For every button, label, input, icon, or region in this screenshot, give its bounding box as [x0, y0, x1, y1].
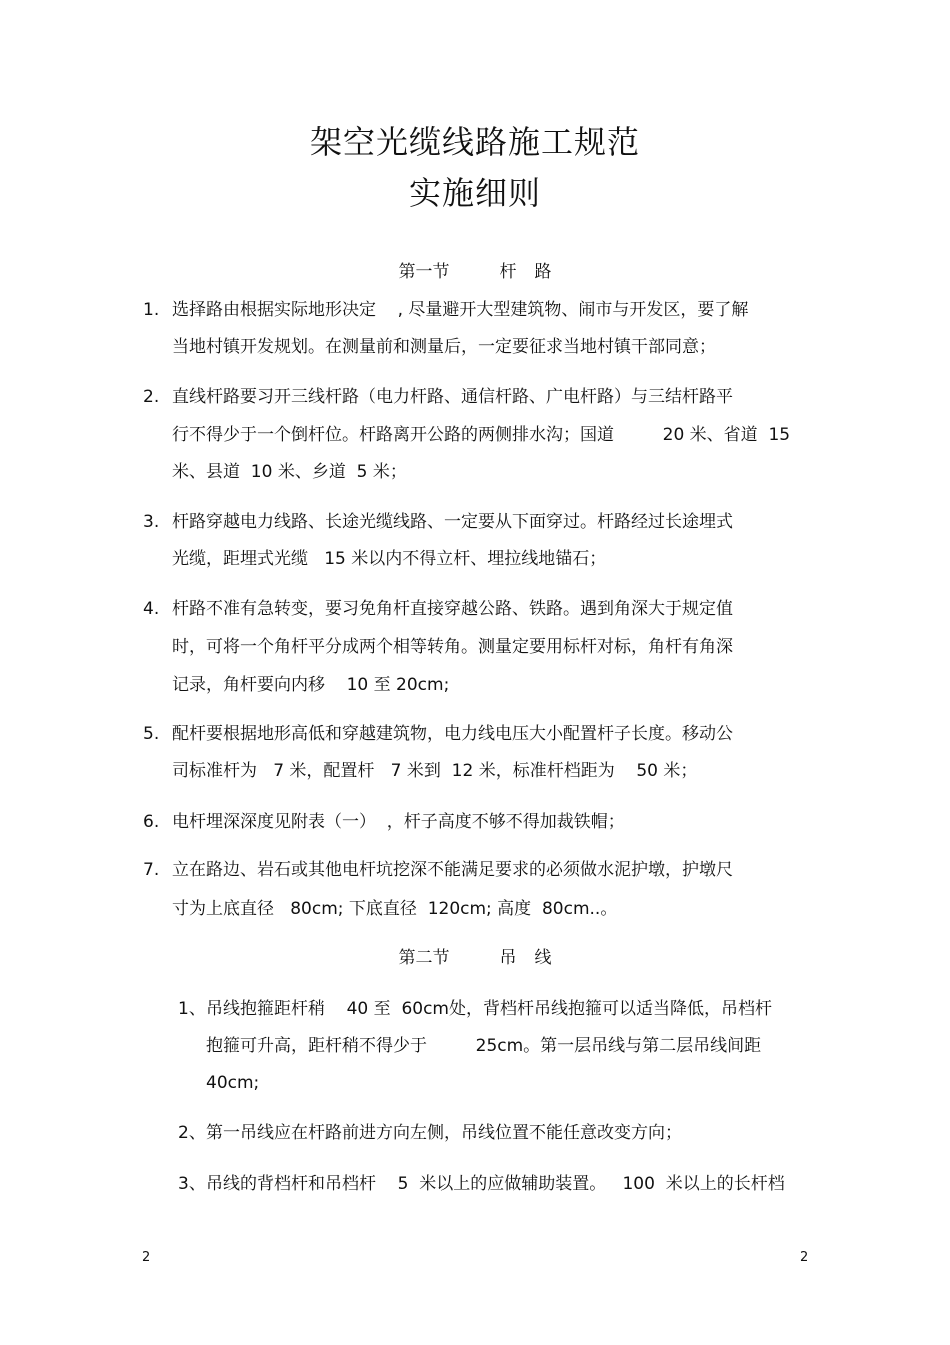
- document-title-line2: 实施细则: [408, 174, 541, 212]
- list-item-number: 6.: [143, 812, 160, 832]
- list-item-line: 40cm;: [206, 1073, 260, 1093]
- list-item-line: 杆路不准有急转变，要习免角杆直接穿越公路、铁路。遇到角深大于规定值: [172, 599, 733, 619]
- section2-name-a: 吊: [499, 948, 517, 968]
- list-item-number: 3.: [143, 512, 160, 532]
- section2-label: 第二节: [398, 948, 450, 968]
- list-item-line: 司标准杆为 7 米，配置杆 7 米到 12 米，标准杆档距为 50 米；: [172, 761, 698, 781]
- list-item-line: 时，可将一个角杆平分成两个相等转角。测量定要用标杆对标，角杆有角深: [172, 637, 733, 657]
- page-number-left: 2: [142, 1250, 151, 1265]
- section1-heading: [0, 261, 950, 283]
- list-item-number: 7.: [143, 860, 160, 880]
- list-item-number: 4.: [143, 599, 160, 619]
- page-number-right: 2: [800, 1250, 809, 1265]
- list-item-line: 抱箍可升高，距杆稍不得少于 25cm。第一层吊线与第二层吊线间距: [206, 1036, 762, 1056]
- list-item-line: 电杆埋深深度见附表（一） ，杆子高度不够不得加裁铁帽；: [172, 812, 625, 832]
- document-title-line1: 架空光缆线路施工规范: [309, 123, 640, 161]
- section1-name-b: 路: [534, 262, 552, 282]
- list-item-line: 选择路由根据实际地形决定 , 尽量避开大型建筑物、闹市与开发区，要了解: [172, 300, 749, 320]
- list-item-line: 吊线抱箍距杆稍 40 至 60cm处，背档杆吊线抱箍可以适当降低，吊档杆: [206, 999, 772, 1019]
- section2-heading: [0, 947, 950, 969]
- list-item-number: 2.: [143, 387, 160, 407]
- list-item-line: 光缆，距埋式光缆 15 米以内不得立杆、埋拉线地锚石；: [172, 549, 607, 569]
- list-item-number: 5.: [143, 724, 160, 744]
- list-item-line: 配杆要根据地形高低和穿越建筑物，电力线电压大小配置杆子长度。移动公: [172, 724, 733, 744]
- list-item-line: 杆路穿越电力线路、长途光缆线路、一定要从下面穿过。杆路经过长途埋式: [172, 512, 733, 532]
- list-item-line: 寸为上底直径 80cm; 下底直径 120cm; 高度 80cm..。: [172, 899, 618, 919]
- list-item-line: 米、县道 10 米、乡道 5 米；: [172, 462, 407, 482]
- list-item-number: 3、: [178, 1174, 206, 1194]
- section1-label: 第一节: [398, 262, 450, 282]
- section2-name-b: 线: [534, 948, 552, 968]
- list-item-line: 当地村镇开发规划。在测量前和测量后，一定要征求当地村镇干部同意；: [172, 337, 716, 357]
- list-item-line: 直线杆路要习开三线杆路（电力杆路、通信杆路、广电杆路）与三结杆路平: [172, 387, 733, 407]
- list-item-line: 吊线的背档杆和吊档杆 5 米以上的应做辅助装置。 100 米以上的长杆档: [206, 1174, 785, 1194]
- section1-name-a: 杆: [499, 262, 517, 282]
- list-item-number: 1、: [178, 999, 206, 1019]
- list-item-line: 行不得少于一个倒杆位。杆路离开公路的两侧排水沟；国道 20 米、省道 15: [172, 425, 791, 445]
- list-item-line: 第一吊线应在杆路前进方向左侧，吊线位置不能任意改变方向；: [206, 1123, 682, 1143]
- list-item-number: 1.: [143, 300, 160, 320]
- list-item-line: 记录，角杆要向内移 10 至 20cm;: [172, 675, 450, 695]
- list-item-line: 立在路边、岩石或其他电杆坑挖深不能满足要求的必须做水泥护墩，护墩尺: [172, 860, 733, 880]
- list-item-number: 2、: [178, 1123, 206, 1143]
